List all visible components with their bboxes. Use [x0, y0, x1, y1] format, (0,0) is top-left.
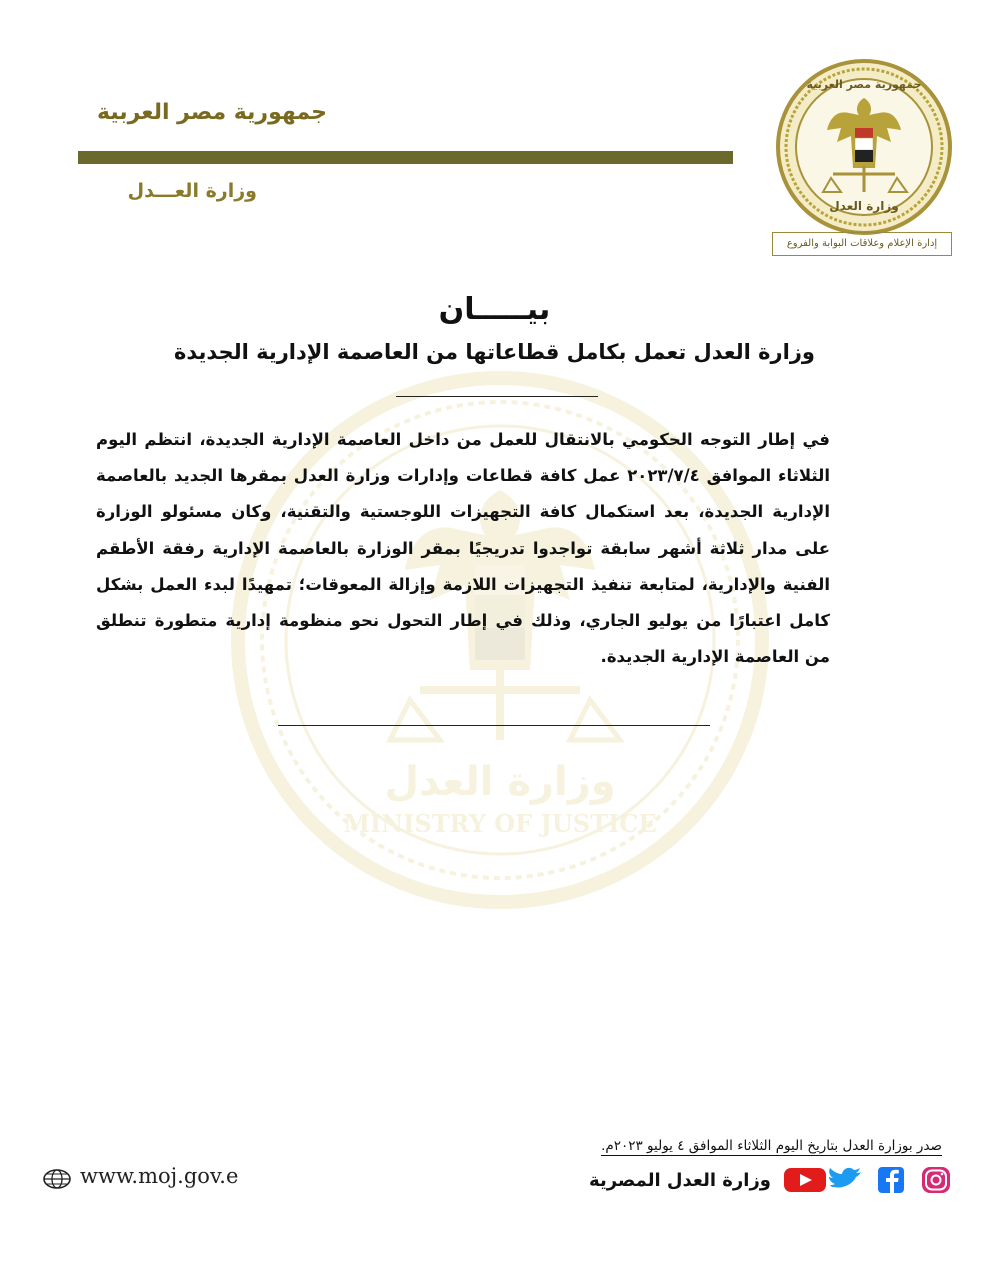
statement-body: في إطار التوجه الحكومي بالانتقال للعمل من داخل العاصمة الإدارية الجديدة، انتظم اليوم الثلاثاء الموافق ٢٠٢٣/٧/٤ عمل كافة قطاعات وإدارات وزارة العدل بمقرها الجديد بالعاصمة الإدارية الجديدة، بعد استكمال كافة التجهيزات اللوجستية والتقنية، وكان مسئولو الوزارة على مدار ثلاثة أشهر سابقة تواجدوا تدريجيًا بمقر الوزارة بالعاصمة الإدارية رفقة الأطقم الفنية والإدارية، لمتابعة تنفيذ التجهيزات اللازمة وإزالة المعوقات؛ تمهيدًا لبدء العمل بشكل كامل اعتبارًا من يوليو الجاري، وذلك في إطار التحول نحو منظومة إدارية متطورة تنطلق من العاصمة الإدارية الجديدة.: [96, 430, 830, 667]
header-divider-bar: [78, 151, 733, 164]
twitter-icon[interactable]: [829, 1168, 861, 1188]
statement-subtitle: وزارة العدل تعمل بكامل قطاعاتها من العاصمة الإدارية الجديدة: [174, 340, 815, 364]
social-icons-group: [782, 1165, 954, 1195]
title-underline: [396, 396, 598, 397]
globe-icon: [42, 1168, 72, 1190]
watermark-english: MINISTRY OF JUSTICE: [343, 809, 657, 838]
statement-title: بيـــــان: [438, 292, 551, 327]
republic-title: جمهورية مصر العربية: [97, 100, 327, 125]
seal-ring-text: جمهورية مصر العربية: [806, 78, 922, 91]
end-divider: [278, 725, 710, 726]
seal-department-label: إدارة الإعلام وعلاقات البوابة والفروع: [772, 232, 952, 256]
website-link[interactable]: www.moj.gov.e: [80, 1164, 239, 1188]
watermark-arabic: وزارة العدل: [384, 759, 616, 805]
ministry-seal-logo: [775, 58, 953, 236]
social-account-name: وزارة العدل المصرية: [589, 1170, 771, 1191]
youtube-icon[interactable]: [784, 1168, 826, 1192]
instagram-icon[interactable]: [922, 1167, 950, 1193]
issue-date-line: صدر بوزارة العدل بتاريخ اليوم الثلاثاء الموافق ٤ يوليو ٢٠٢٣م.: [601, 1138, 942, 1154]
facebook-icon[interactable]: [878, 1167, 904, 1193]
seal-center-text: وزارة العدل: [829, 199, 899, 213]
ministry-name: وزارة العـــدل: [127, 180, 257, 202]
